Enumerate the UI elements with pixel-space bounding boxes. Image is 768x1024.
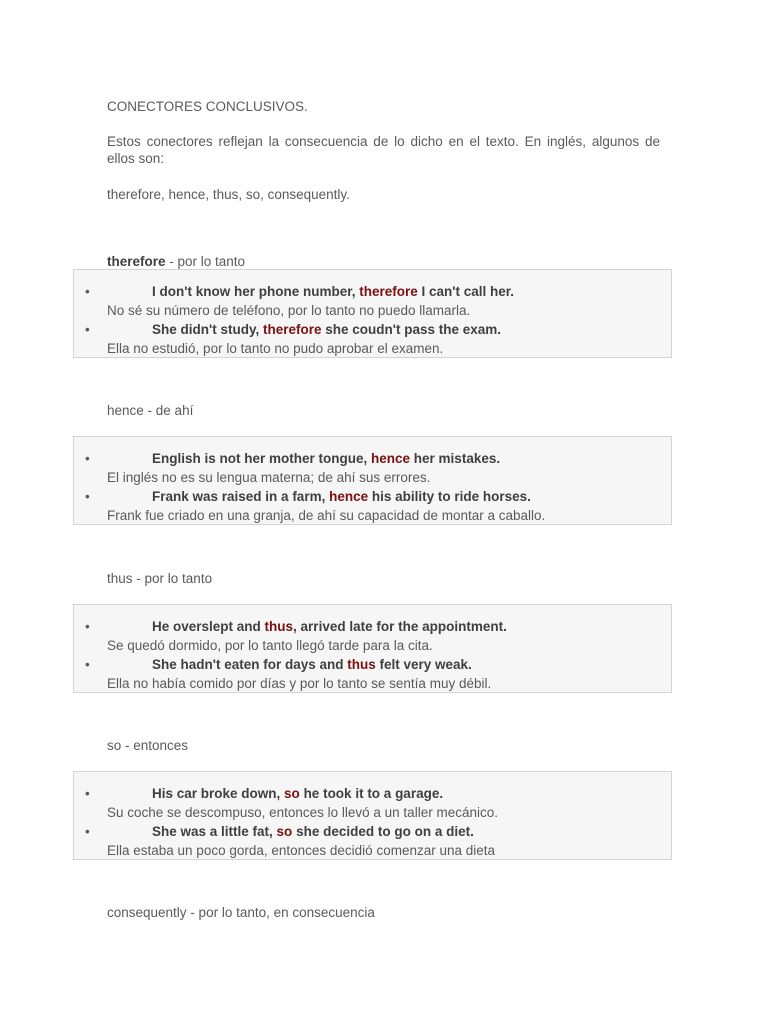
connector-keyword: so	[276, 824, 293, 839]
example-text: his ability to ride horses.	[368, 489, 531, 504]
connector-keyword: hence	[329, 489, 369, 504]
connector-list: therefore, hence, thus, so, consequently.	[107, 187, 350, 202]
example-text: I don't know her phone number,	[152, 284, 360, 299]
section-word: consequently	[107, 905, 187, 920]
example-text: , arrived late for the appointment.	[293, 619, 507, 634]
example-text: he took it to a garage.	[299, 786, 444, 801]
english-example	[152, 489, 531, 504]
spanish-translation: Se quedó dormido, por lo tanto llegó tarde para la cita.	[107, 638, 433, 653]
examples-box-thus	[73, 604, 672, 693]
english-example	[152, 657, 472, 672]
example-text: She hadn't eaten for days and	[152, 657, 348, 672]
section-word: therefore	[107, 254, 166, 269]
connector-keyword: therefore	[359, 284, 418, 299]
connector-keyword: thus	[347, 657, 376, 672]
examples-box-therefore	[73, 269, 672, 358]
example-text: She didn't study,	[152, 322, 263, 337]
connector-keyword: thus	[264, 619, 294, 634]
bullet-icon: •	[85, 322, 90, 337]
section-meaning: - por lo tanto	[165, 254, 246, 269]
connector-keyword: therefore	[262, 322, 322, 337]
section-meaning: - entonces	[121, 738, 189, 753]
examples-box-so	[73, 771, 672, 860]
connector-keyword: hence	[371, 451, 411, 466]
spanish-translation: Ella no estudió, por lo tanto no pudo aprobar el examen.	[107, 341, 444, 356]
spanish-translation: Su coche se descompuso, entonces lo llevó a un taller mecánico.	[107, 805, 498, 820]
bullet-icon: •	[85, 489, 90, 504]
section-word: thus	[107, 571, 133, 586]
english-example	[152, 619, 507, 634]
example-text: she coudn't pass the exam.	[321, 322, 501, 337]
example-text: English is not her mother tongue,	[152, 451, 372, 466]
spanish-translation: El inglés no es su lengua materna; de ahí sus errores.	[107, 470, 431, 485]
english-example	[152, 824, 474, 839]
english-example	[152, 786, 443, 801]
spanish-translation: Ella no había comido por días y por lo tanto se sentía muy débil.	[107, 676, 492, 691]
example-text: He overslept and	[152, 619, 265, 634]
english-example	[152, 322, 501, 337]
example-text: her mistakes.	[410, 451, 501, 466]
section-label-so	[107, 737, 660, 754]
section-label-hence	[107, 402, 660, 419]
section-word: so	[107, 738, 122, 753]
section-label-consequently	[107, 904, 660, 921]
bullet-icon: •	[85, 824, 90, 839]
example-text: I can't call her.	[417, 284, 514, 299]
examples-box-hence	[73, 436, 672, 525]
english-example	[152, 284, 514, 299]
section-label-thus	[107, 570, 660, 587]
section-label-therefore	[107, 253, 660, 270]
example-text: Frank was raised in a farm,	[152, 489, 330, 504]
example-text: She was a little fat,	[152, 824, 277, 839]
page-heading: CONECTORES CONCLUSIVOS.	[107, 99, 308, 114]
section-meaning: - por lo tanto	[132, 571, 213, 586]
bullet-icon: •	[85, 284, 90, 299]
example-text: His car broke down,	[152, 786, 285, 801]
bullet-icon: •	[85, 619, 90, 634]
spanish-translation: No sé su número de teléfono, por lo tanto no puedo llamarla.	[107, 303, 471, 318]
section-word: hence	[107, 403, 144, 418]
spanish-translation: Ella estaba un poco gorda, entonces decidió comenzar una dieta	[107, 843, 496, 858]
bullet-icon: •	[85, 451, 90, 466]
example-text: felt very weak.	[375, 657, 472, 672]
english-example	[152, 451, 500, 466]
example-text: she decided to go on a diet.	[292, 824, 474, 839]
spanish-translation: Frank fue criado en una granja, de ahí su capacidad de montar a caballo.	[107, 508, 546, 523]
section-meaning: - por lo tanto, en consecuencia	[186, 905, 375, 920]
bullet-icon: •	[85, 786, 90, 801]
section-meaning: - de ahí	[143, 403, 194, 418]
intro-paragraph: Estos conectores reflejan la consecuencia de lo dicho en el texto. En inglés, algunos de ellos son:	[107, 134, 660, 166]
bullet-icon: •	[85, 657, 90, 672]
connector-keyword: so	[284, 786, 300, 801]
